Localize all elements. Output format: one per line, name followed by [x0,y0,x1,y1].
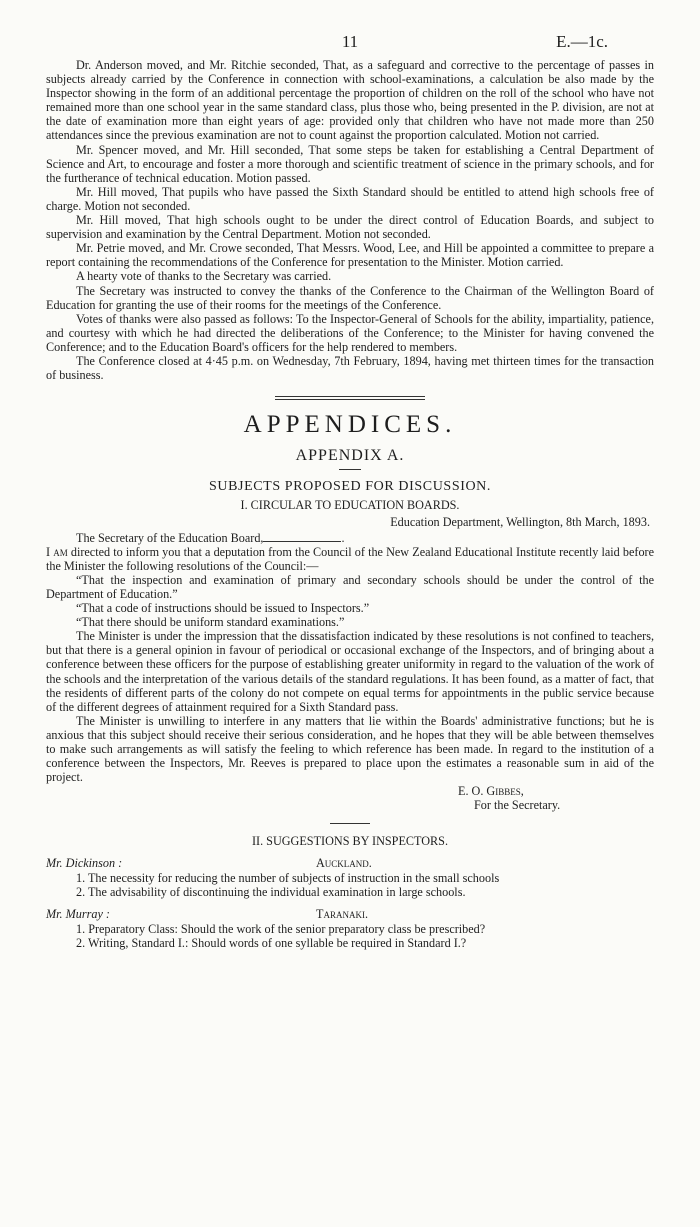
minute-paragraph: Mr. Petrie moved, and Mr. Crowe seconded, That Messrs. Wood, Lee, and Hill be appointed a committee to prepare a report containing the recommendations of the Conference for presentation to the Minister. Motion carried. [46,241,654,270]
minute-paragraph: The Secretary was instructed to convey the thanks of the Conference to the Chairman of the Wellington Board of Education for granting the use of their rooms for the meetings of the Conference. [46,283,654,312]
inspector-row [46,856,654,871]
letter-salutation [46,531,654,545]
salutation-text: The Secretary of the Education Board, [76,530,264,545]
inspector-district: Taranaki. [316,906,368,921]
opening-caps: I am [46,544,68,559]
resolution-quote: “That the inspection and examination of primary and secondary schools should be under the control of the Department of Education.” [46,572,654,601]
minute-paragraph: Dr. Anderson moved, and Mr. Ritchie seconded, That, as a safeguard and corrective to the percentage of passes in subjects already carried by the Conference in connection with school-examinations, a calculation be also made by the Inspector showing in the form of an additional percentage the proportion of children on the roll of the school who have not remained more than one school year in the same standard class, plus those who, being presented in the P. division, are not at the date of examination more than eight years of age: provided only that children who have not made more than 250 attendances since the previous examination are not to count against the proportion calculated. Motion not carried. [46,58,654,143]
salutation-blank [263,532,341,542]
minute-paragraph: A hearty vote of thanks to the Secretary was carried. [76,269,332,284]
section-divider [275,396,425,400]
resolution-quote: “That a code of instructions should be issued to Inspectors.” [76,601,370,616]
letter-body-paragraph: The Minister is unwilling to interfere in any matters that lie within the Boards' administrative functions; but he is anxious that this subject should receive their serious consideration, and he hopes that they will be able between themselves to make such arrangements as will satisfy the feeling to which reference has been made. In regard to the institution of a conference between the Inspectors, Mr. Reeves is prepared to place upon the estimates a reasonable sum in aid of the project. [46,713,654,785]
inspector-district: Auckland. [316,855,372,870]
suggestion-item: 2. The advisability of discontinuing the individual examination in large schools. [76,884,466,899]
minute-paragraph: The Conference closed at 4·45 p.m. on Wednesday, 7th February, 1894, having met thirteen times for the transaction of business. [46,353,654,383]
minute-paragraph: Mr. Hill moved, That high schools ought to be under the direct control of Education Boards, and subject to supervision and examination by the Central Department. Motion not seconded. [46,213,654,242]
inspector-name: Mr. Dickinson : [46,855,123,870]
inspector-name: Mr. Murray : [46,906,110,921]
appendices-title: APPENDICES. [243,411,457,439]
inspector-row [46,907,654,922]
letter-opening [46,545,654,573]
suggestion-item: 1. Preparatory Class: Should the work of the senior preparatory class be prescribed? [76,921,486,936]
suggestion-item: 1. The necessity for reducing the number of subjects of instruction in the small schools [76,870,500,885]
short-divider [339,469,361,470]
letter-body-paragraph: The Minister is under the impression that the dissatisfaction indicated by these resolutions is not confined to teachers, but that there is a general opinion in favour of periodical or occasional exchange of the Inspectors, and of bringing about a conference between these officers for the purpose of establishing greater uniformity in regard to the valuation of the work of the schools and the interpretation of the various details of the standard regulations. It has been found, as a matter of fact, that the residents of different parts of the colony do not compete on equal terms for appointments in the public service because of the different degrees of attainment required for a Sixth Standard pass. [46,629,654,714]
letter-signature: E. O. Gibbes, [458,784,524,799]
appendix-a-title: APPENDIX A. [295,447,405,465]
page-number: 11 [341,32,359,51]
letter-dateline: Education Department, Wellington, 8th March, 1893. [390,514,650,529]
suggestions-heading: II. SUGGESTIONS BY INSPECTORS. [251,833,449,848]
document-reference: E.—1c. [556,32,608,51]
resolution-quote: “That there should be uniform standard examinations.” [76,615,345,630]
signature-role: For the Secretary. [474,798,561,813]
short-divider [330,823,370,824]
minute-paragraph: Votes of thanks were also passed as follows: To the Inspector-General of Schools for the ability, impartiality, patience, and courtesy with which he had directed the deliberations of the Conference; to the Minister for having convened the Conference; and to the Education Board's officers for the help rendered to members. [46,311,654,354]
circular-heading: I. CIRCULAR TO EDUCATION BOARDS. [240,498,460,513]
salutation-end: . [341,530,345,545]
minutes-section [46,58,654,382]
minute-paragraph: Mr. Spencer moved, and Mr. Hill seconded, That some steps be taken for establishing a Central Department of Science and Art, to encourage and foster a more thorough and scientific treatment of science in the primary schools, and for the furtherance of technical education. Motion passed. [46,142,654,185]
page-header [46,0,654,58]
opening-text: directed to inform you that a deputation from the Council of the New Zealand Educational Institute recently laid before the Minister the following resolutions of the Council:— [46,544,655,573]
minute-paragraph: Mr. Hill moved, That pupils who have passed the Sixth Standard should be entitled to attend high schools free of charge. Motion not seconded. [46,184,654,213]
subjects-heading: SUBJECTS PROPOSED FOR DISCUSSION. [209,479,491,495]
suggestion-item: 2. Writing, Standard I.: Should words of one syllable be required in Standard I.? [76,935,467,950]
